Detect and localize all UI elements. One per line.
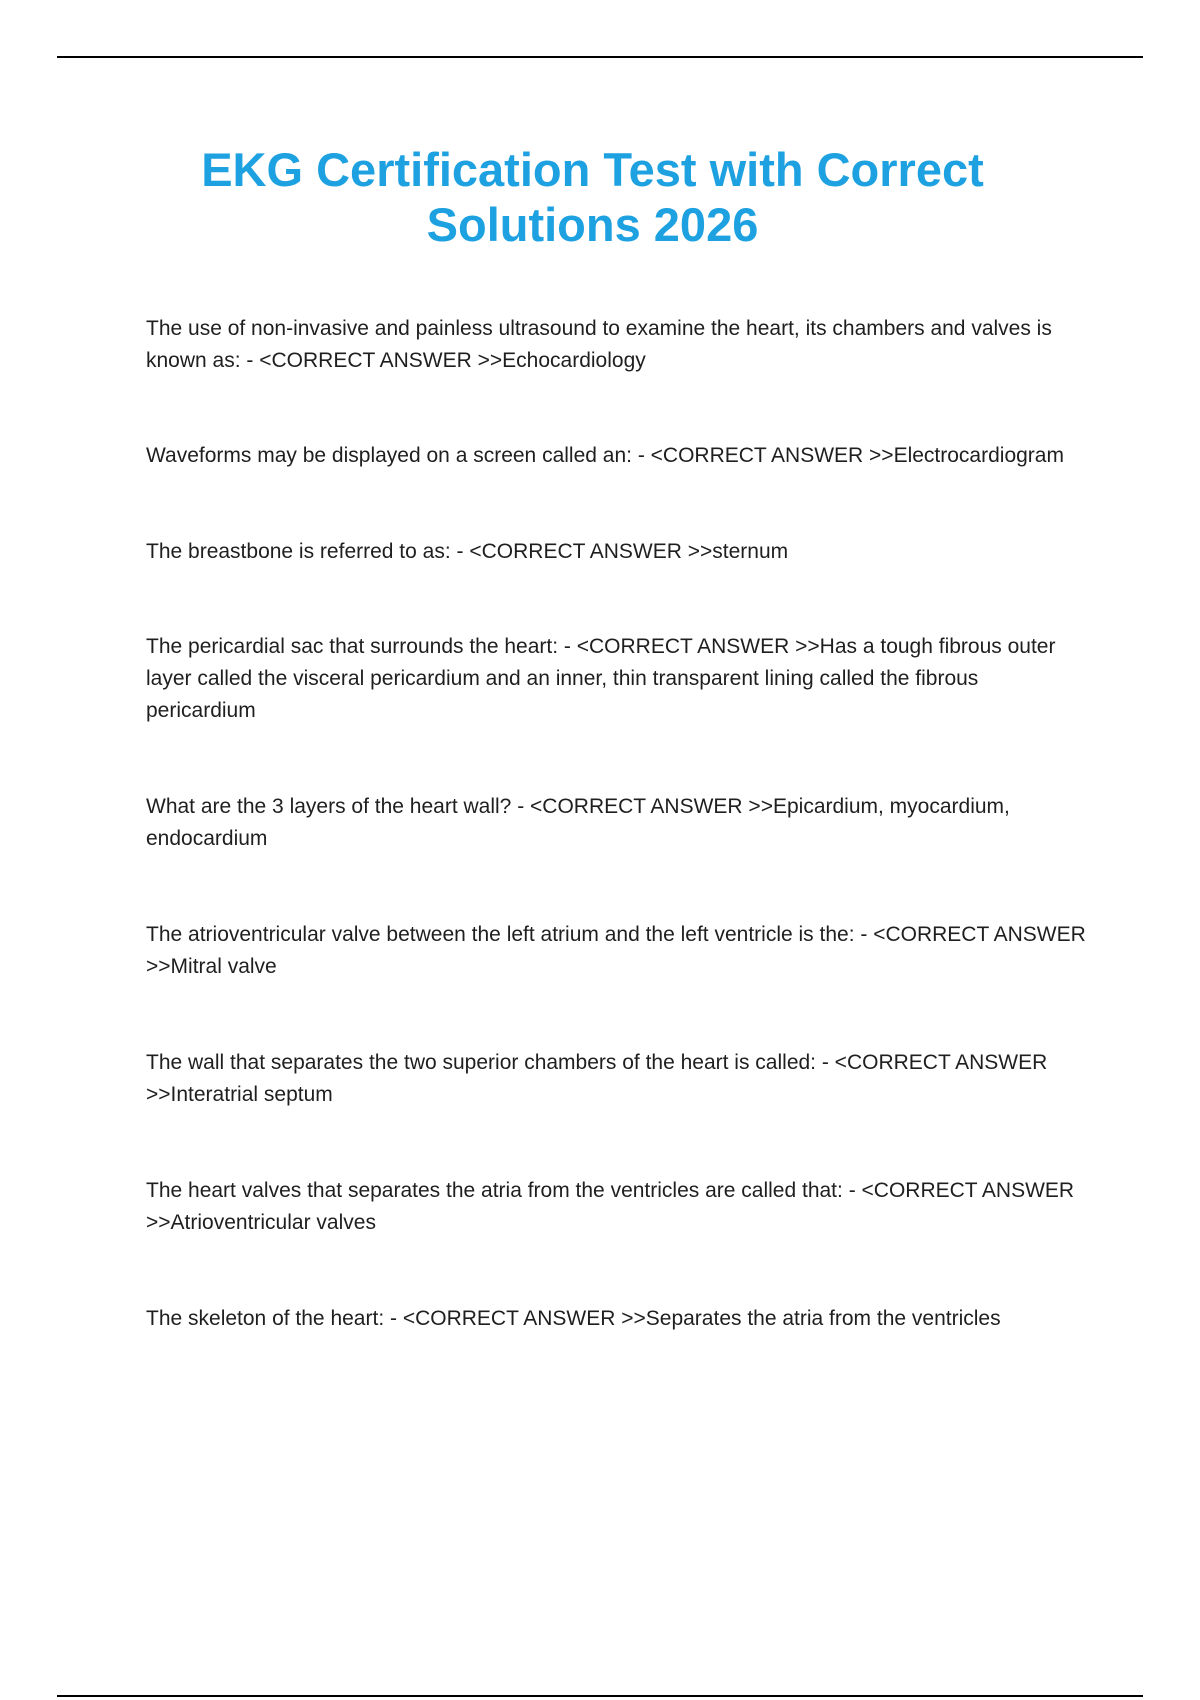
answer-text: Interatrial septum xyxy=(170,1083,333,1106)
title-line-2: Solutions 2026 xyxy=(426,198,759,251)
answer-marker: - <CORRECT ANSWER >> xyxy=(246,349,503,372)
answer-text: Mitral valve xyxy=(170,955,277,978)
document-title xyxy=(0,142,1185,252)
qa-item-6 xyxy=(146,919,1092,983)
question-text: The pericardial sac that surrounds the heart: xyxy=(146,635,559,658)
answer-text: Electrocardiogram xyxy=(893,444,1064,467)
question-text: The breastbone is referred to as: xyxy=(146,540,451,563)
answer-marker: - <CORRECT ANSWER >> xyxy=(563,635,820,658)
question-text: The heart valves that separates the atria from the ventricles are called that: xyxy=(146,1179,843,1202)
answer-marker: - <CORRECT ANSWER >> xyxy=(146,1179,1080,1234)
answer-text: Echocardiology xyxy=(502,349,646,372)
bottom-rule xyxy=(57,1695,1143,1697)
qa-item-4 xyxy=(146,631,1086,727)
answer-text: Atrioventricular valves xyxy=(170,1211,376,1234)
qa-item-7 xyxy=(146,1047,1086,1111)
question-text: Waveforms may be displayed on a screen called an: xyxy=(146,444,632,467)
question-text: The skeleton of the heart: xyxy=(146,1307,385,1330)
qa-item-9 xyxy=(146,1303,1086,1335)
qa-item-2 xyxy=(146,440,1086,472)
qa-item-1 xyxy=(146,313,1086,377)
question-text: What are the 3 layers of the heart wall? xyxy=(146,795,512,818)
answer-marker: - <CORRECT ANSWER >> xyxy=(146,923,1092,978)
answer-marker: - <CORRECT ANSWER >> xyxy=(456,540,713,563)
question-text: The wall that separates the two superior chambers of the heart is called: xyxy=(146,1051,817,1074)
title-line-1: EKG Certification Test with Correct xyxy=(201,143,984,196)
qa-item-8 xyxy=(146,1175,1086,1239)
answer-marker: - <CORRECT ANSWER >> xyxy=(637,444,894,467)
qa-item-5 xyxy=(146,791,1086,855)
answer-text: sternum xyxy=(712,540,789,563)
answer-text: Separates the atria from the ventricles xyxy=(645,1307,1001,1330)
answer-marker: - <CORRECT ANSWER >> xyxy=(390,1307,646,1330)
top-rule xyxy=(57,56,1143,58)
answer-marker: - <CORRECT ANSWER >> xyxy=(517,795,773,818)
qa-item-3 xyxy=(146,536,1086,568)
answer-marker: - <CORRECT ANSWER >> xyxy=(146,1051,1054,1106)
question-text: The use of non-invasive and painless ultrasound to examine the heart, its chambers and valves is known as: xyxy=(146,317,1058,372)
answer-text: Has a tough fibrous outer layer called the visceral pericardium and an inner, thin transparent lining called the fibrous pericardium xyxy=(146,635,1062,722)
question-text: The atrioventricular valve between the left atrium and the left ventricle is the: xyxy=(146,923,855,946)
answer-text: Epicardium, myocardium, endocardium xyxy=(146,795,1016,850)
